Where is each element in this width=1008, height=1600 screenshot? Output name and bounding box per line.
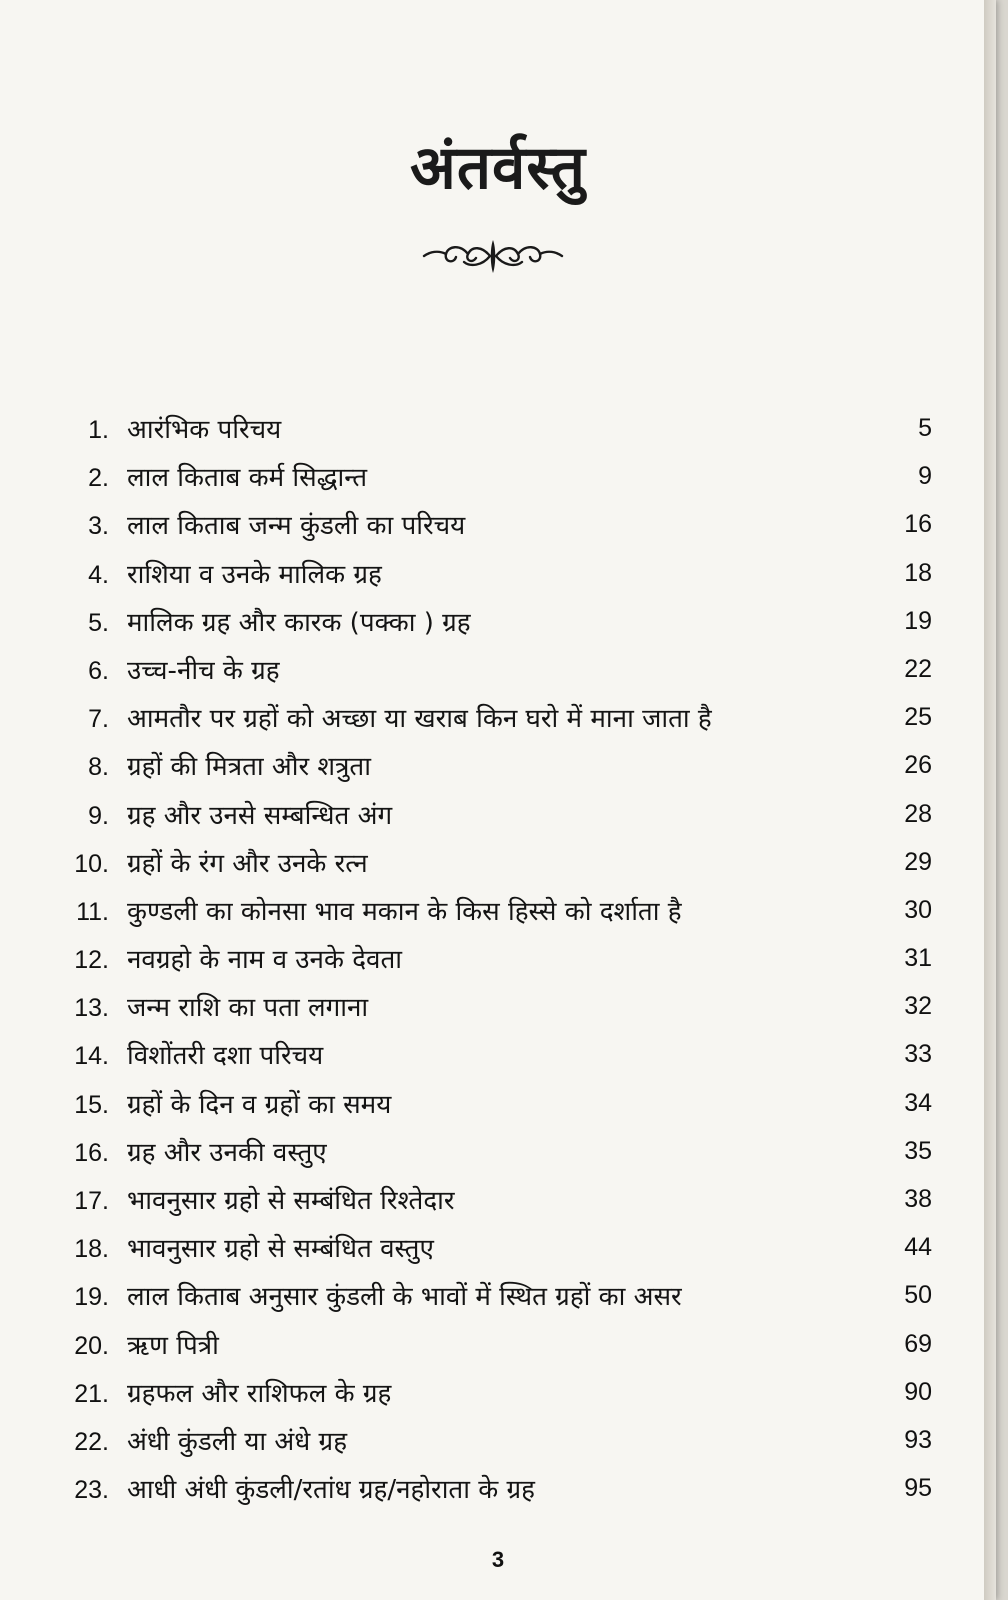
toc-entry-number: 16.: [74, 1138, 109, 1167]
toc-entry-number: 12.: [74, 946, 109, 975]
toc-entry: [0, 1085, 996, 1133]
toc-entry-page: 25: [904, 703, 932, 732]
flourish-divider-icon: [420, 236, 566, 276]
toc-entry-page: 16: [904, 510, 932, 539]
toc-entry-number: 3.: [88, 512, 109, 541]
page-title: अंतर्वस्तु: [410, 133, 586, 203]
toc-entry-title: भावनुसार ग्रहो से सम्बंधित वस्तुए: [127, 1234, 434, 1265]
toc-entry-page: 31: [904, 944, 932, 973]
toc-entry-number: 8.: [88, 753, 109, 782]
toc-entry: [0, 651, 996, 699]
toc-entry-number: 20.: [74, 1331, 109, 1360]
toc-entry-title: आरंभिक परिचय: [127, 415, 282, 445]
toc-entry-number: 1.: [88, 416, 109, 444]
toc-entry: [0, 796, 996, 844]
toc-entry: [0, 458, 996, 506]
toc-entry-number: 19.: [74, 1283, 109, 1312]
toc-entry-page: 33: [904, 1040, 932, 1069]
toc-entry-number: 11.: [76, 897, 109, 926]
toc-entry-page: 69: [904, 1329, 932, 1358]
toc-entry-page: 50: [904, 1281, 932, 1310]
toc-entry-page: 93: [904, 1425, 932, 1454]
toc-entry: [0, 1470, 996, 1518]
toc-entry-title: अंधी कुंडली या अंधे ग्रह: [127, 1426, 348, 1457]
toc-entry: [0, 1277, 996, 1325]
page-number: 3: [491, 1547, 505, 1572]
toc-entry-title: ग्रहों के रंग और उनके रत्न: [127, 848, 368, 879]
toc-entry-page: 95: [904, 1474, 932, 1503]
toc-entry-number: 6.: [88, 656, 109, 685]
toc-entry-number: 10.: [74, 849, 109, 878]
toc-entry-page: 35: [904, 1136, 932, 1165]
toc-entry-title: ग्रहों के दिन व ग्रहों का समय: [127, 1089, 392, 1120]
toc-entry-title: मालिक ग्रह और कारक (पक्का ) ग्रह: [127, 607, 471, 638]
toc-entry-title: भावनुसार ग्रहो से सम्बंधित रिश्तेदार: [127, 1186, 455, 1216]
toc-entry-page: 18: [904, 558, 932, 587]
toc-entry: [0, 1181, 996, 1229]
toc-entry-page: 22: [904, 654, 932, 683]
toc-entry-title: ग्रहफल और राशिफल के ग्रह: [127, 1378, 392, 1409]
toc-entry: [0, 940, 996, 988]
toc-entry: [0, 1229, 996, 1277]
table-of-contents: [0, 410, 996, 1518]
toc-entry-title: कुण्डली का कोनसा भाव मकान के किस हिस्से को दर्शाता है: [127, 896, 682, 927]
toc-entry-page: 5: [918, 414, 932, 442]
toc-entry-number: 22.: [74, 1427, 109, 1456]
toc-entry-page: 34: [904, 1088, 932, 1117]
toc-entry-title: ग्रह और उनसे सम्बन्धित अंग: [127, 800, 393, 831]
toc-entry-page: 90: [904, 1377, 932, 1406]
toc-entry-title: ऋण पित्री: [127, 1330, 219, 1361]
toc-entry: [0, 988, 996, 1036]
toc-entry-title: आधी अंधी कुंडली/रतांध ग्रह/नहोराता के ग्रह: [127, 1475, 535, 1506]
toc-entry-page: 29: [904, 847, 932, 876]
toc-entry-page: 32: [904, 992, 932, 1021]
toc-entry-number: 9.: [88, 801, 109, 830]
toc-entry: [0, 844, 996, 892]
toc-entry-number: 15.: [74, 1090, 109, 1119]
toc-entry: [0, 410, 996, 458]
toc-entry: [0, 555, 996, 603]
toc-entry: [0, 1326, 996, 1374]
toc-entry-number: 2.: [88, 464, 109, 493]
toc-entry-number: 14.: [74, 1042, 109, 1071]
toc-entry-title: लाल किताब कर्म सिद्धान्त: [127, 463, 368, 494]
toc-entry-title: लाल किताब जन्म कुंडली का परिचय: [127, 511, 466, 542]
toc-entry: [0, 603, 996, 651]
toc-entry-number: 5.: [88, 608, 109, 637]
toc-entry-title: आमतौर पर ग्रहों को अच्छा या खराब किन घरो में माना जाता है: [127, 704, 712, 735]
toc-entry-page: 44: [904, 1233, 932, 1262]
toc-entry-title: ग्रह और उनकी वस्तुए: [127, 1137, 327, 1168]
toc-entry-title: विशोंतरी दशा परिचय: [127, 1041, 324, 1072]
toc-entry-number: 23.: [74, 1476, 109, 1505]
toc-entry-number: 7.: [88, 705, 109, 734]
toc-entry: [0, 1374, 996, 1422]
toc-entry-page: 38: [904, 1185, 932, 1213]
toc-entry-page: 30: [904, 895, 932, 924]
toc-entry-page: 28: [904, 799, 932, 828]
toc-entry-title: ग्रहों की मित्रता और शत्रुता: [127, 752, 371, 783]
toc-entry: [0, 747, 996, 795]
toc-entry-title: नवग्रहो के नाम व उनके देवता: [127, 945, 403, 976]
toc-entry-number: 13.: [74, 994, 109, 1023]
toc-entry-page: 9: [918, 462, 932, 491]
toc-entry-page: 19: [904, 606, 932, 635]
toc-entry: [0, 1036, 996, 1084]
toc-entry-title: लाल किताब अनुसार कुंडली के भावों में स्थित ग्रहों का असर: [127, 1282, 682, 1313]
toc-entry-number: 21.: [74, 1379, 109, 1408]
toc-entry-title: जन्म राशि का पता लगाना: [127, 993, 369, 1024]
toc-entry-title: राशिया व उनके मालिक ग्रह: [127, 559, 382, 590]
toc-entry-title: उच्च-नीच के ग्रह: [127, 655, 280, 686]
toc-entry: [0, 699, 996, 747]
toc-entry: [0, 506, 996, 554]
toc-entry-page: 26: [904, 751, 932, 780]
toc-entry: [0, 1133, 996, 1181]
toc-entry-number: 17.: [74, 1187, 109, 1215]
toc-entry: [0, 892, 996, 940]
toc-entry: [0, 1422, 996, 1470]
toc-entry-number: 4.: [88, 560, 109, 589]
toc-entry-number: 18.: [74, 1235, 109, 1264]
